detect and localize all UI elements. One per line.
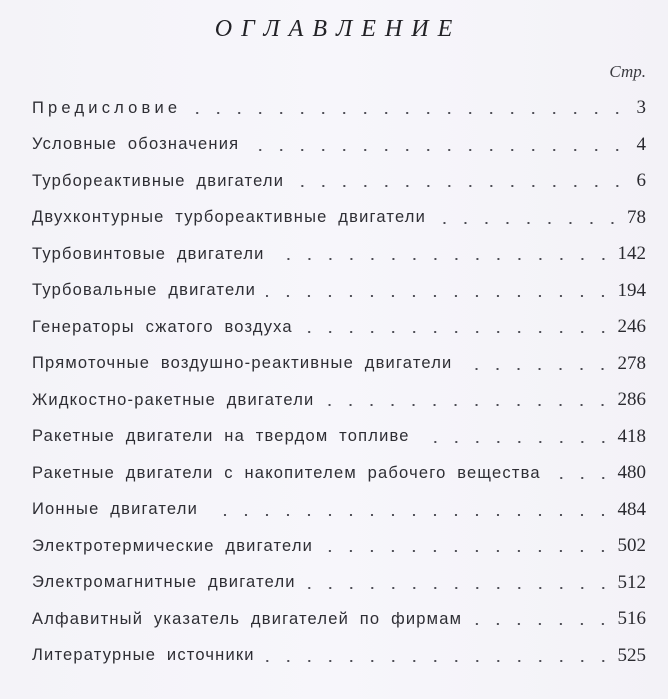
- toc-entry-page: 512: [617, 571, 646, 593]
- toc-entry-label: Двухконтурные турбореактивные двигатели: [32, 208, 427, 227]
- toc-entry-page: 484: [617, 498, 646, 520]
- toc-entry-page: 4: [636, 133, 646, 155]
- dot-leader: [551, 477, 614, 479]
- toc-entry-turboshaft[interactable]: [32, 273, 646, 310]
- dot-leader: [266, 295, 613, 297]
- page-column-label: Стр.: [609, 62, 646, 81]
- dot-leader: [472, 623, 613, 625]
- toc-entry-page: 6: [636, 170, 646, 192]
- toc-entry-air-generators[interactable]: [32, 309, 646, 346]
- dot-leader: [324, 404, 613, 406]
- toc-entry-ramjet[interactable]: [32, 346, 646, 383]
- dot-leader: [249, 149, 628, 151]
- dot-leader: [303, 331, 614, 333]
- toc-entry-label: Ионные двигатели: [32, 500, 199, 519]
- toc-entry-label: Алфавитный указатель двигателей по фирмам: [32, 609, 463, 628]
- toc-entry-preface[interactable]: [32, 90, 646, 127]
- toc-entry-references[interactable]: [32, 638, 646, 675]
- toc-entry-label: Ракетные двигатели с накопителем рабочего вещества: [32, 463, 541, 482]
- toc-entry-page: 525: [617, 644, 646, 666]
- toc-entry-turboprop[interactable]: [32, 236, 646, 273]
- toc-entry-label: Литературные источники: [32, 646, 255, 665]
- dot-leader: [420, 441, 614, 443]
- toc-entry-label: Электромагнитные двигатели: [32, 573, 296, 592]
- dot-leader: [436, 222, 623, 224]
- toc-entry-label: Электротермические двигатели: [32, 536, 314, 555]
- toc-entry-page: 78: [627, 206, 646, 228]
- toc-entry-stored-propellant-rocket[interactable]: [32, 455, 646, 492]
- toc-entry-label: Предисловие: [32, 98, 182, 117]
- dot-leader: [191, 112, 628, 114]
- toc-entry-page: 246: [617, 316, 646, 338]
- toc-entry-electromagnetic[interactable]: [32, 565, 646, 602]
- dot-leader: [208, 514, 613, 516]
- toc-entry-label: Прямоточные воздушно-реактивные двигатели: [32, 354, 453, 373]
- toc-entry-solid-rocket[interactable]: [32, 419, 646, 456]
- toc-entry-page: 194: [617, 279, 646, 301]
- dot-leader: [294, 185, 628, 187]
- toc-entry-page: 278: [617, 352, 646, 374]
- toc-entry-page: 3: [636, 97, 646, 119]
- toc-entry-page: 286: [617, 389, 646, 411]
- toc-entry-page: 142: [617, 243, 646, 265]
- table-of-contents: [32, 90, 646, 674]
- toc-entry-index-by-firm[interactable]: [32, 601, 646, 638]
- toc-entry-turbofan[interactable]: [32, 200, 646, 237]
- page-title: ОГЛАВЛЕНИЕ: [214, 16, 462, 42]
- toc-entry-page: 516: [617, 608, 646, 630]
- toc-entry-label: Турбовальные двигатели: [32, 281, 257, 300]
- toc-entry-label: Турбореактивные двигатели: [32, 171, 285, 190]
- toc-entry-label: Условные обозначения: [32, 135, 240, 154]
- toc-entry-page: 502: [617, 535, 646, 557]
- toc-entry-notation[interactable]: [32, 127, 646, 164]
- toc-entry-liquid-rocket[interactable]: [32, 382, 646, 419]
- toc-entry-label: Жидкостно-ракетные двигатели: [32, 390, 315, 409]
- dot-leader: [462, 368, 613, 370]
- toc-entry-turbojet[interactable]: [32, 163, 646, 200]
- toc-entry-label: Турбовинтовые двигатели: [32, 244, 265, 263]
- toc-entry-label: Ракетные двигатели на твердом топливе: [32, 427, 410, 446]
- toc-entry-electrothermal[interactable]: [32, 528, 646, 565]
- dot-leader: [275, 258, 614, 260]
- toc-entry-page: 480: [617, 462, 646, 484]
- dot-leader: [306, 587, 614, 589]
- dot-leader: [265, 660, 614, 662]
- dot-leader: [323, 550, 613, 552]
- toc-entry-page: 418: [617, 425, 646, 447]
- toc-entry-ion[interactable]: [32, 492, 646, 529]
- toc-entry-label: Генераторы сжатого воздуха: [32, 317, 293, 336]
